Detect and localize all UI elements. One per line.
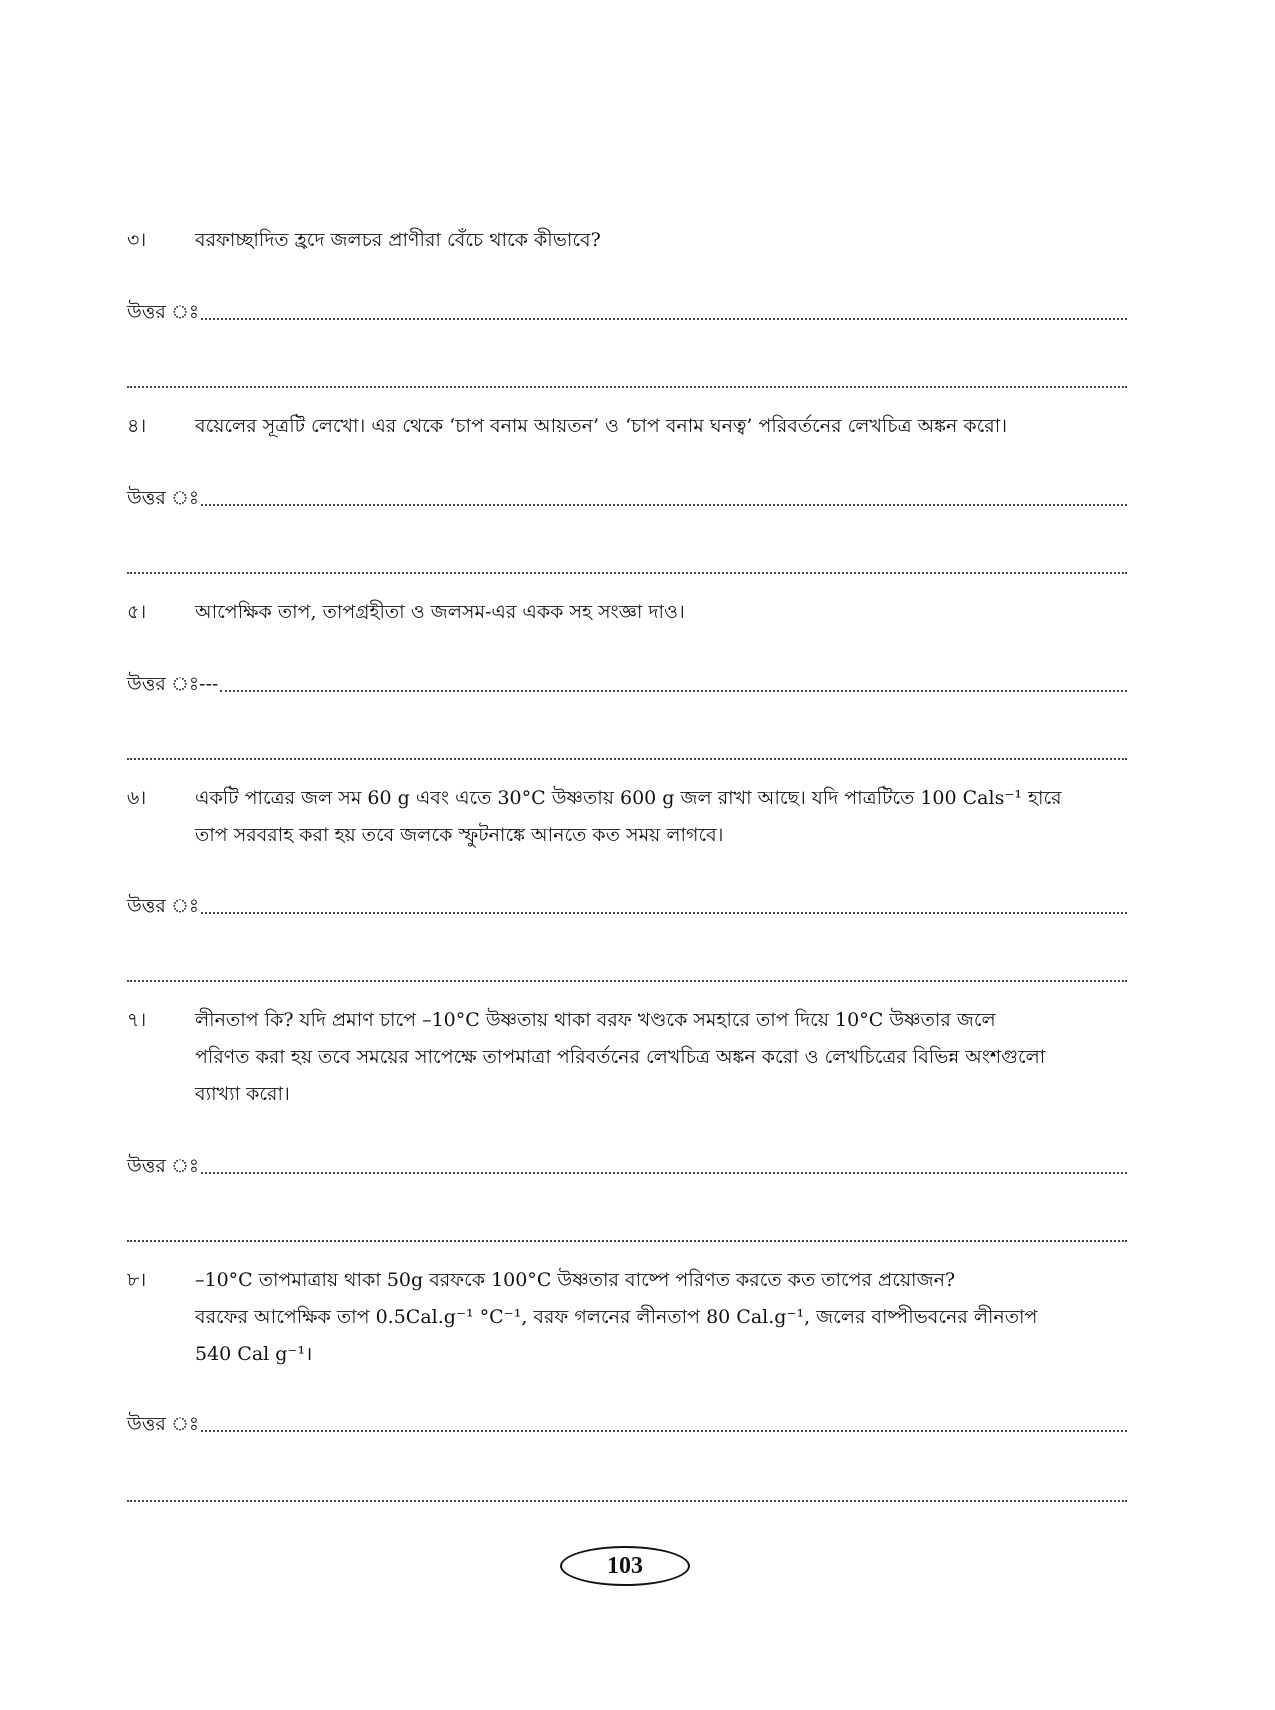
answer-dotted-line[interactable] [127, 572, 1127, 574]
question-text [195, 594, 1127, 631]
question-number: ৬। [127, 787, 147, 809]
question-number: ৪। [127, 415, 147, 437]
answer-field[interactable] [127, 484, 1127, 512]
answer-dotted-line [201, 911, 1127, 914]
question-number: ৭। [127, 1009, 147, 1031]
answer-label: উত্তর ঃ [127, 1413, 200, 1435]
answer-dotted-line [201, 1429, 1127, 1432]
question-line: বরফের আপেক্ষিক তাপ 0.5Cal.g⁻¹ °C⁻¹, বরফ গলনের লীনতাপ 80 Cal.g⁻¹, জলের বাষ্পীভবনের লীনতাপ [195, 1306, 1038, 1328]
question-number: ৮। [127, 1269, 147, 1291]
page-number-badge [560, 1546, 690, 1586]
question-line: আপেক্ষিক তাপ, তাপগ্রহীতা ও জলসম-এর একক সহ সংজ্ঞা দাও। [195, 601, 685, 623]
question-line: একটি পাত্রের জল সম 60 g এবং এতে 30°C উষ্ণতায় 600 g জল রাখা আছে। যদি পাত্রটিতে 100 Cals⁻¹ হারে [195, 787, 1062, 809]
question-text [195, 222, 1127, 259]
question-line: তাপ সরবরাহ করা হয় তবে জলকে স্ফুটনাঙ্কে আনতে কত সময় লাগবে। [195, 824, 724, 846]
question-text [195, 1262, 1127, 1373]
question-text [195, 1002, 1127, 1113]
question-5 [127, 594, 1127, 631]
question-line: পরিণত করা হয় তবে সময়ের সাপেক্ষে তাপমাত্রা পরিবর্তনের লেখচিত্র অঙ্কন করো ও লেখচিত্রের বিভিন্ন অংশগুলো [195, 1046, 1046, 1068]
answer-dotted-line [201, 317, 1127, 320]
question-number: ৫। [127, 601, 147, 623]
answer-field[interactable] [127, 670, 1127, 698]
answer-field[interactable] [127, 1410, 1127, 1438]
answer-label: উত্তর ঃ--- [127, 673, 219, 695]
question-line: –10°C তাপমাত্রায় থাকা 50g বরফকে 100°C উষ্ণতার বাষ্পে পরিণত করতে কত তাপের প্রয়োজন? [195, 1269, 956, 1291]
question-3 [127, 222, 1127, 259]
answer-dotted-line [201, 503, 1127, 506]
answer-label: উত্তর ঃ [127, 487, 200, 509]
answer-field[interactable] [127, 1152, 1127, 1180]
question-line: ব্যাখ্যা করো। [195, 1083, 290, 1105]
question-line: বরফাচ্ছাদিত হ্রদে জলচর প্রাণীরা বেঁচে থাকে কীভাবে? [195, 229, 601, 251]
question-8 [127, 1262, 1127, 1373]
question-4 [127, 408, 1127, 445]
question-line: লীনতাপ কি? যদি প্রমাণ চাপে –10°C উষ্ণতায় থাকা বরফ খণ্ডকে সমহারে তাপ দিয়ে 10°C উষ্ণতার জলে [195, 1009, 996, 1031]
question-7 [127, 1002, 1127, 1113]
answer-dotted-line[interactable] [127, 1240, 1127, 1242]
answer-dotted-line [201, 1171, 1127, 1174]
question-text [195, 780, 1127, 854]
answer-label: উত্তর ঃ [127, 895, 200, 917]
answer-label: উত্তর ঃ [127, 301, 200, 323]
answer-field[interactable] [127, 298, 1127, 326]
answer-dotted-line [220, 689, 1127, 692]
answer-label: উত্তর ঃ [127, 1155, 200, 1177]
page-number: 103 [607, 1552, 643, 1579]
question-text [195, 408, 1127, 445]
question-line: 540 Cal g⁻¹। [195, 1343, 313, 1365]
question-6 [127, 780, 1127, 854]
answer-dotted-line[interactable] [127, 386, 1127, 388]
answer-field[interactable] [127, 892, 1127, 920]
question-line: বয়েলের সূত্রটি লেখো। এর থেকে ‘চাপ বনাম আয়তন’ ও ‘চাপ বনাম ঘনত্ব’ পরিবর্তনের লেখচিত্র অঙ্কন করো। [195, 415, 1008, 437]
answer-dotted-line[interactable] [127, 758, 1127, 760]
answer-dotted-line[interactable] [127, 980, 1127, 982]
question-number: ৩। [127, 229, 147, 251]
answer-dotted-line[interactable] [127, 1500, 1127, 1502]
